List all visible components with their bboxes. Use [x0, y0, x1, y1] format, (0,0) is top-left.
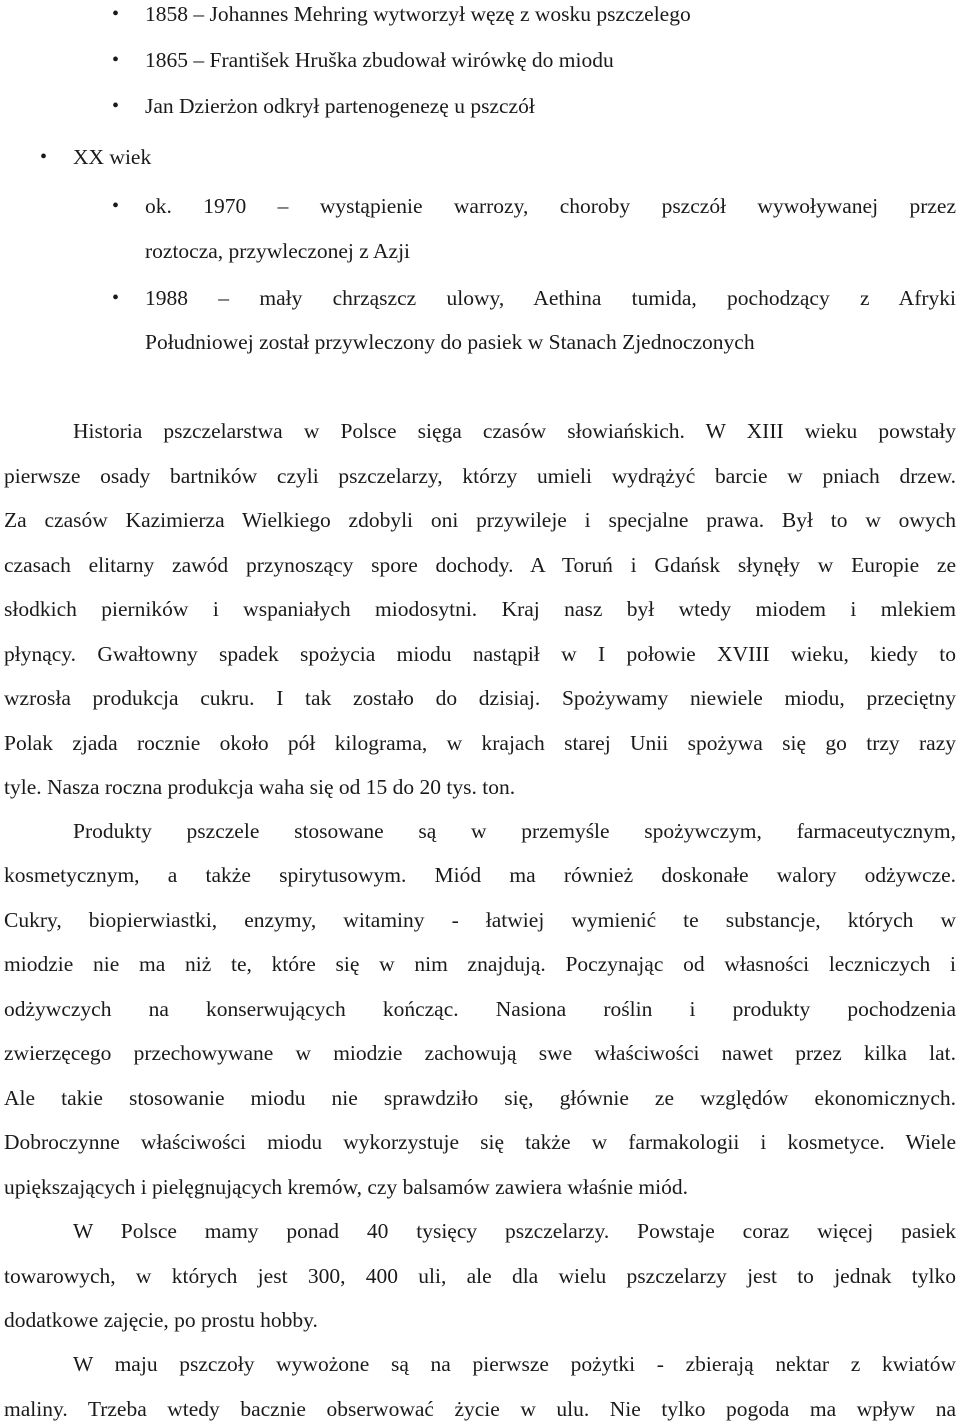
list-item: 1865 – František Hruška zbudował wirówkę do miodu	[145, 48, 614, 72]
text-line: W maju pszczoły wywożone są na pierwsze pożytki - zbierają nektar z kwiatów	[73, 1352, 956, 1376]
bullet-marker: •	[112, 3, 120, 25]
text-line: słodkich pierników i wspaniałych miodosytni. Kraj nasz był wtedy miodem i mlekiem	[4, 597, 956, 621]
text-line: Ale takie stosowanie miodu nie sprawdziło się, głównie ze względów ekonomicznych.	[4, 1086, 956, 1110]
list-item: XX wiek	[73, 145, 152, 169]
list-item-continuation: Południowej został przywleczony do pasiek w Stanach Zjednoczonych	[145, 330, 755, 354]
text-line: Polak zjada rocznie około pół kilograma, w krajach starej Unii spożywa się go trzy razy	[4, 731, 956, 755]
bullet-marker: •	[112, 195, 120, 217]
text-line: pierwsze osady bartników czyli pszczelarzy, którzy umieli wydrążyć barcie w pniach drzew.	[4, 464, 956, 488]
text-line: upiększających i pielęgnujących kremów, czy balsamów zawiera właśnie miód.	[4, 1175, 688, 1199]
list-item: ok. 1970 – wystąpienie warrozy, choroby pszczół wywoływanej przez	[145, 194, 956, 218]
text-line: zwierzęcego przechowywane w miodzie zachowują swe właściwości nawet przez kilka lat.	[4, 1041, 956, 1065]
text-line: dodatkowe zajęcie, po prostu hobby.	[4, 1308, 318, 1332]
list-item: 1988 – mały chrząszcz ulowy, Aethina tumida, pochodzący z Afryki	[145, 286, 956, 310]
bullet-marker: •	[112, 287, 120, 309]
text-line: Za czasów Kazimierza Wielkiego zdobyli oni przywileje i specjalne prawa. Był to w owych	[4, 508, 956, 532]
bullet-marker: •	[112, 49, 120, 71]
text-line: Produkty pszczele stosowane są w przemyśle spożywczym, farmaceutycznym,	[73, 819, 956, 843]
text-line: Historia pszczelarstwa w Polsce sięga czasów słowiańskich. W XIII wieku powstały	[73, 419, 956, 443]
text-line: miodzie nie ma niż te, które się w nim znajdują. Poczynając od własności leczniczych i	[4, 952, 956, 976]
bullet-marker: •	[112, 95, 120, 117]
text-line: czasach elitarny zawód przynoszący spore dochody. A Toruń i Gdańsk słynęły w Europie ze	[4, 553, 956, 577]
bullet-marker: •	[40, 146, 48, 168]
text-line: kosmetycznym, a także spirytusowym. Miód ma również doskonałe walory odżywcze.	[4, 863, 956, 887]
text-line: Dobroczynne właściwości miodu wykorzystuje się także w farmakologii i kosmetyce. Wiele	[4, 1130, 956, 1154]
list-item-continuation: roztocza, przywleczonej z Azji	[145, 239, 411, 263]
list-item: Jan Dzierżon odkrył partenogenezę u pszczół	[145, 94, 535, 118]
text-line: W Polsce mamy ponad 40 tysięcy pszczelarzy. Powstaje coraz więcej pasiek	[73, 1219, 956, 1243]
text-line: płynący. Gwałtowny spadek spożycia miodu nastąpił w I połowie XVIII wieku, kiedy to	[4, 642, 956, 666]
text-line: maliny. Trzeba wtedy bacznie obserwować życie w ulu. Nie tylko pogoda ma wpływ na	[4, 1397, 956, 1421]
text-line: odżywczych na konserwujących kończąc. Nasiona roślin i produkty pochodzenia	[4, 997, 956, 1021]
list-item: 1858 – Johannes Mehring wytworzył węzę z wosku pszczelego	[145, 2, 691, 26]
text-line: towarowych, w których jest 300, 400 uli, ale dla wielu pszczelarzy jest to jednak tylko	[4, 1264, 956, 1288]
text-line: Cukry, biopierwiastki, enzymy, witaminy - łatwiej wymienić te substancje, których w	[4, 908, 956, 932]
text-line: tyle. Nasza roczna produkcja waha się od 15 do 20 tys. ton.	[4, 775, 516, 799]
text-line: wzrosła produkcja cukru. I tak zostało do dzisiaj. Spożywamy niewiele miodu, przeciętny	[4, 686, 956, 710]
